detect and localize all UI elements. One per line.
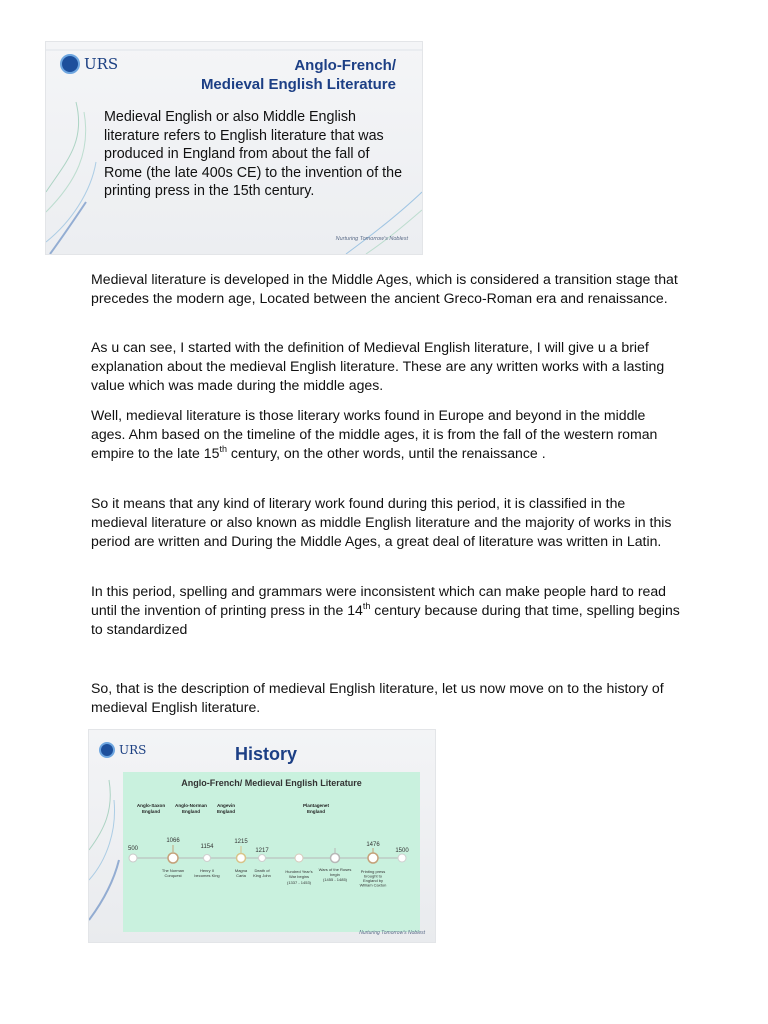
period-label-anglo-norman: Anglo-Norman England [175, 803, 207, 814]
logo-text-2: URS [119, 743, 147, 757]
paragraph-2: As u can see, I started with the definition of Medieval English literature, I will give u a brief explanation about the medieval English literature. These are any written works with a lasting value which was made during the middle ages. [91, 339, 665, 394]
timeline-marker-500 [129, 854, 137, 862]
year-label-1215: 1215 [234, 839, 248, 845]
paragraph-3 [91, 406, 681, 464]
paragraph-5-text: In this period, spelling and grammars were inconsistent which can make people hard to read until the invention of printing press in the 14 [91, 583, 667, 619]
event-henry-ii: Henry II becomes King [194, 868, 220, 878]
urs-logo [60, 54, 118, 74]
urs-emblem-icon [60, 54, 80, 74]
paragraph-5-text-end: century because during that time, spelling begins to standardized [91, 602, 680, 638]
event-wars-of-the-roses: Wars of the Roses begin (1455 - 1485) [318, 867, 352, 882]
timeline-subtitle: Anglo-French/ Medieval English Literature [181, 778, 362, 788]
timeline-marker-hundred-years [295, 854, 303, 862]
slide-title [156, 56, 396, 94]
timeline-marker-1154 [204, 855, 211, 862]
event-hundred-years-war: Hundred Year's War begins (1337 - 1453) [285, 869, 313, 885]
timeline-marker-1066 [168, 853, 178, 863]
timeline-marker-roses [331, 854, 340, 863]
period-label-anglo-saxon: Anglo-Saxon England [136, 803, 166, 814]
period-label-angevin: Angevin England [216, 803, 236, 814]
logo-text: URS [84, 55, 119, 73]
year-label-500: 500 [127, 846, 139, 852]
year-label-1500: 1500 [395, 848, 409, 854]
event-magna-carta: Magna Carta [234, 868, 248, 878]
year-label-1066: 1066 [166, 838, 180, 844]
slide-body-text: Medieval English or also Middle English literature refers to English literature that was produced in England from about the fall of Rome (the late 400s CE) to the invention of the printing press in the 15th century. [104, 109, 403, 200]
period-label-plantagenet: Plantagenet England [302, 803, 330, 814]
slide-title-line2: Medieval English Literature [200, 76, 396, 93]
paragraph-5-superscript: th [362, 600, 371, 611]
definition-slide [46, 42, 422, 254]
year-label-1476: 1476 [366, 842, 380, 848]
urs-logo-2 [99, 742, 146, 758]
paragraph-4: So it means that any kind of literary work found during this period, it is classified in the medieval literature or also known as middle English literature and the majority of works in this period are written and During the Middle Ages, a great deal of literature was written in Latin. [91, 495, 672, 550]
timeline-marker-1500 [398, 854, 406, 862]
timeline-marker-1476 [368, 853, 378, 863]
timeline-marker-1217 [259, 855, 266, 862]
paragraph-5 [91, 582, 681, 640]
slide-footer-tagline: Nurturing Tomorrow's Noblest [335, 236, 408, 242]
slide-title-line1: Anglo-French/ [294, 57, 396, 74]
timeline-panel [123, 772, 420, 932]
paragraph-6: So, that is the description of medieval English literature, let us now move on to the history of medieval English literature. [91, 680, 664, 716]
event-norman-conquest: The Norman Conquest [161, 868, 185, 878]
paragraph-3-text: Well, medieval literature is those literary works found in Europe and beyond in the middle ages. Ahm based on the timeline of the middle ages, it is from the fall of the western roman empire to the late 15 [91, 407, 658, 462]
slide-footer-tagline-2: Nurturing Tomorrow's Noblest [359, 930, 425, 936]
year-label-1154: 1154 [200, 844, 214, 850]
year-label-1217: 1217 [255, 848, 269, 854]
paragraph-1: Medieval literature is developed in the Middle Ages, which is considered a transition stage that precedes the modern age, Located between the ancient Greco-Roman era and renaissance. [91, 271, 678, 307]
paragraph-3-superscript: th [219, 443, 228, 454]
urs-emblem-icon [99, 742, 115, 758]
history-slide [89, 730, 435, 942]
timeline-marker-1215 [237, 854, 246, 863]
history-title: History [235, 744, 298, 764]
event-printing-press: Printing press brought to England by William Caxton [359, 869, 387, 888]
event-death-of-king-john: Death of King John [253, 868, 271, 878]
timeline-diagram [123, 772, 420, 932]
paragraph-3-text-end: century, on the other words, until the renaissance . [227, 445, 546, 462]
